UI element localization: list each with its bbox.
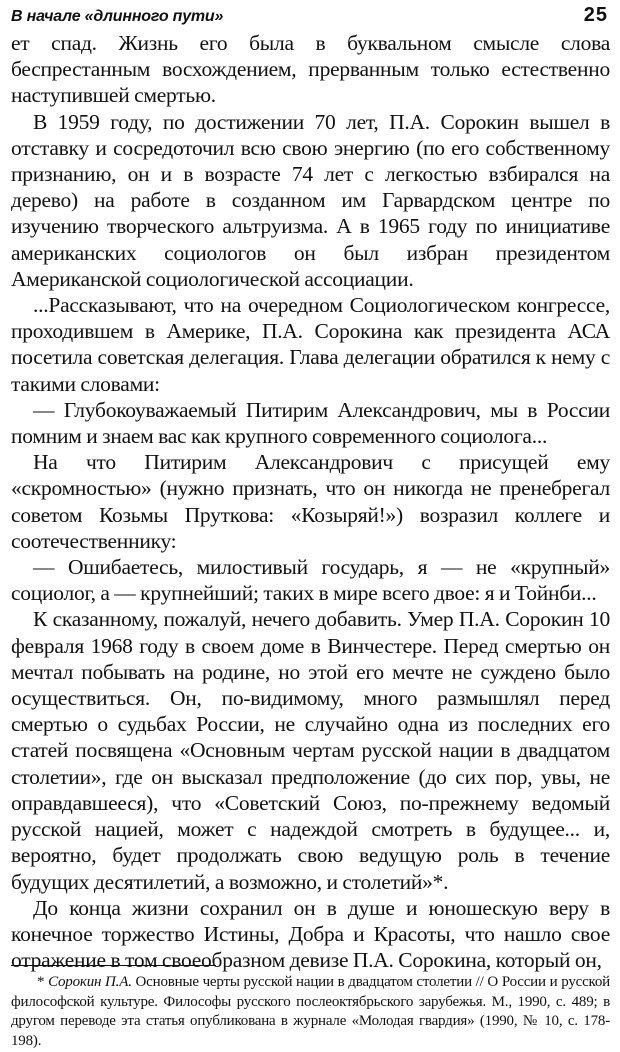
paragraph: ет спад. Жизнь его была в буквальном смысле слова беспрестанным восхождением, прерванным только естественно наступившей смертью.: [11, 31, 610, 108]
paragraph: На что Питирим Александрович с присущей ему «скромностью» (нужно признать, что он никогда не пренебрегал советом Козьмы Пруткова: «Козыряй!») возразил коллеге и соотечественнику:: [11, 450, 610, 553]
paragraph: В 1959 году, по достижении 70 лет, П.А. Сорокин вышел в отставку и сосредоточил всю свою энергию (по его собственному признанию, он и в возрасте 74 лет с легкостью взбирался на дерево) на работе в созданном им Гарвардском центре по изучению творческого альтруизма. А в 1965 году по инициативе американских социологов он был избран президентом Американской социологической ассоциации.: [11, 109, 610, 291]
main-text: [11, 30, 610, 973]
footnote-text: Основные черты русской нации в двадцатом столетии // О России и русской философской культуре. Философы русского послеоктябрьского зарубежья. М., 1990, с. 489; в другом переводе эта статья опубликована в журнале «Молодая гвардия» (1990, № 10, с. 178-198).: [11, 974, 610, 1049]
paragraph: ...Рассказывают, что на очередном Социологическом конгрессе, проходившем в Америке, П.А. Сорокина как президента АСА посетила советская делегация. Глава делегации обратился к нему с такими словами:: [11, 293, 610, 396]
page-header: [11, 4, 610, 26]
footnote-marker: *: [37, 974, 49, 990]
dialogue-line: — Ошибаетесь, милостивый государь, я — не «крупный» социолог, а — крупнейший; таких в мире всего двое: я и Тойнби...: [11, 555, 610, 606]
paragraph: К сказанному, пожалуй, нечего добавить. Умер П.А. Сорокин 10 февраля 1968 году в своем доме в Винчестере. Перед смертью он мечтал побывать на родине, но этой его мечте не суждено было осуществиться. Он, по-видимому, много размышлял перед смертью о судьбах России, не случайно одна из последних его статей посвящена «Основным чертам русской нации в двадцатом столетии», где он высказал предположение (до сих пор, увы, не оправдавшееся), что «Советский Союз, по-прежнему ведомый русской нацией, может с надеждой смотреть в будущее... и, вероятно, будет продолжать свою ведущую роль в течение будущих десятилетий, а возможно, и столетий»*.: [11, 607, 610, 894]
footnote: [11, 973, 610, 1051]
dialogue-line: — Глубокоуважаемый Питирим Александрович, мы в России помним и знаем вас как крупного современного социолога...: [11, 397, 610, 449]
footnote-divider: [11, 965, 216, 966]
page-number: 25: [583, 4, 608, 26]
running-title: В начале «длинного пути»: [11, 8, 224, 25]
paragraph: До конца жизни сохранил он в душе и юношескую веру в конечное торжество Истины, Добра и Красоты, что нашло свое отражение в том своеобразном девизе П.А. Сорокина, который он,: [11, 895, 610, 973]
footnote-author: Сорокин П.А.: [48, 974, 132, 990]
